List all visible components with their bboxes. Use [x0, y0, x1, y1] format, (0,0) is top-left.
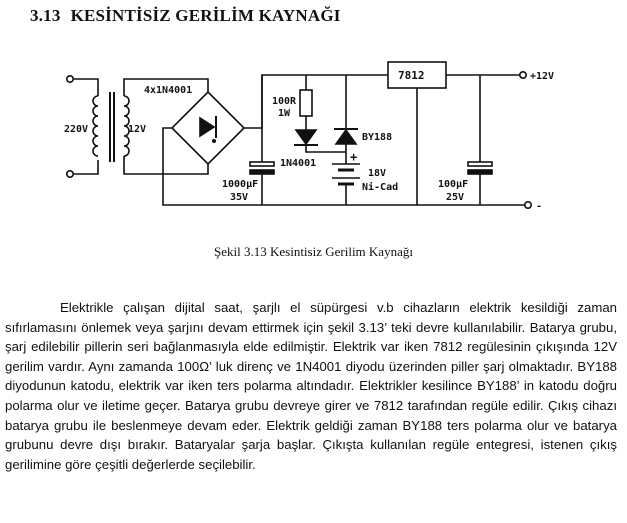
resistor-value: 100R [272, 96, 297, 107]
body-text [5, 298, 617, 474]
output-capacitor [468, 75, 492, 205]
bridge-diode-symbol [200, 118, 214, 136]
output-negative-label: - [536, 201, 543, 212]
mains-terminal-bottom [67, 171, 73, 177]
mains-voltage-label: 220V [64, 124, 89, 135]
output-cap-plate-top [468, 162, 492, 166]
filter-cap-plate-bottom [250, 170, 274, 174]
filter-cap-voltage: 35V [230, 192, 249, 203]
charge-diode-label: 1N4001 [280, 158, 317, 169]
secondary-voltage-label: 12V [128, 124, 147, 135]
bridge-label: 4x1N4001 [144, 85, 193, 96]
bridge-rectifier [172, 92, 244, 164]
transformer [93, 92, 129, 162]
mains-wire-top [73, 79, 98, 96]
secondary-wire-bottom [124, 156, 208, 174]
output-cap-value: 100μF [438, 179, 469, 190]
filter-cap-value: 1000μF [222, 179, 259, 190]
battery-voltage: 18V [368, 168, 387, 179]
output-cap-plate-bottom [468, 170, 492, 174]
charge-wire [306, 145, 346, 152]
paragraph: Elektrikle çalışan dijital saat, şarjlı el süpürgesi v.b cihazların elektrik kesildiği zaman sıfırlamasını önlemek veya şarjını devam ettirmek için şekil 3.13’ teki devre kullanılabilir. Batarya grubu, şarj edilebilir pillerin seri bağlanmasıyla elde edilmiştir. Elektrik var iken 7812 regülesinin çıkışında 12V gerilim vardır. Aynı zamanda 100Ω’ luk direnç ve 1N4001 diyodu üzerinden piller şarj olmaktadır. BY188 diyodunun katodu, elektrik var iken ters polarma altındadır. Elektrikler kesilince BY188’ in katodu doğru polarma olur ve iletime geçer. Batarya grubu devreye girer ve 7812 tarafından regüle edilir. Çıkış cihazı batarya grubu ile beslenmeye devam eder. Elektrik geldiği zaman BY188 ters polarma olur ve batarya grubunu devre dışı bırakır. Bataryalar şarja başlar. Çıkışta kullanılan regüle entegresi, istenen çıkış gerilimine göre çeşitli değerlerde seçilebilir. [5, 300, 617, 472]
page-title [30, 6, 341, 26]
section-number: 3.13 [30, 6, 61, 25]
filter-cap-plate-top [250, 162, 274, 166]
circuit-diagram [0, 30, 627, 222]
resistor [300, 90, 312, 116]
primary-winding [93, 96, 98, 156]
output-positive-label: +12V [530, 71, 555, 82]
backup-diode-label: BY188 [362, 132, 393, 143]
regulator-label: 7812 [398, 69, 425, 82]
output-terminal-positive [520, 72, 526, 78]
battery [332, 164, 360, 184]
dc-positive-wire [244, 75, 388, 128]
bridge-dot [212, 139, 216, 143]
backup-diode [334, 129, 358, 144]
charge-diode-triangle [296, 130, 316, 144]
backup-diode-triangle [336, 130, 356, 144]
output-terminal-negative [525, 202, 531, 208]
mains-wire-bottom [73, 160, 98, 174]
resistor-power: 1W [278, 108, 291, 119]
output-cap-voltage: 25V [446, 192, 465, 203]
battery-type: Ni-Cad [362, 182, 399, 193]
battery-plus-mark: + [350, 150, 358, 164]
section-title: KESİNTİSİZ GERİLİM KAYNAĞI [70, 6, 341, 25]
figure-caption: Şekil 3.13 Kesintisiz Gerilim Kaynağı [214, 244, 413, 259]
charge-diode [294, 130, 318, 145]
mains-terminal-top [67, 76, 73, 82]
